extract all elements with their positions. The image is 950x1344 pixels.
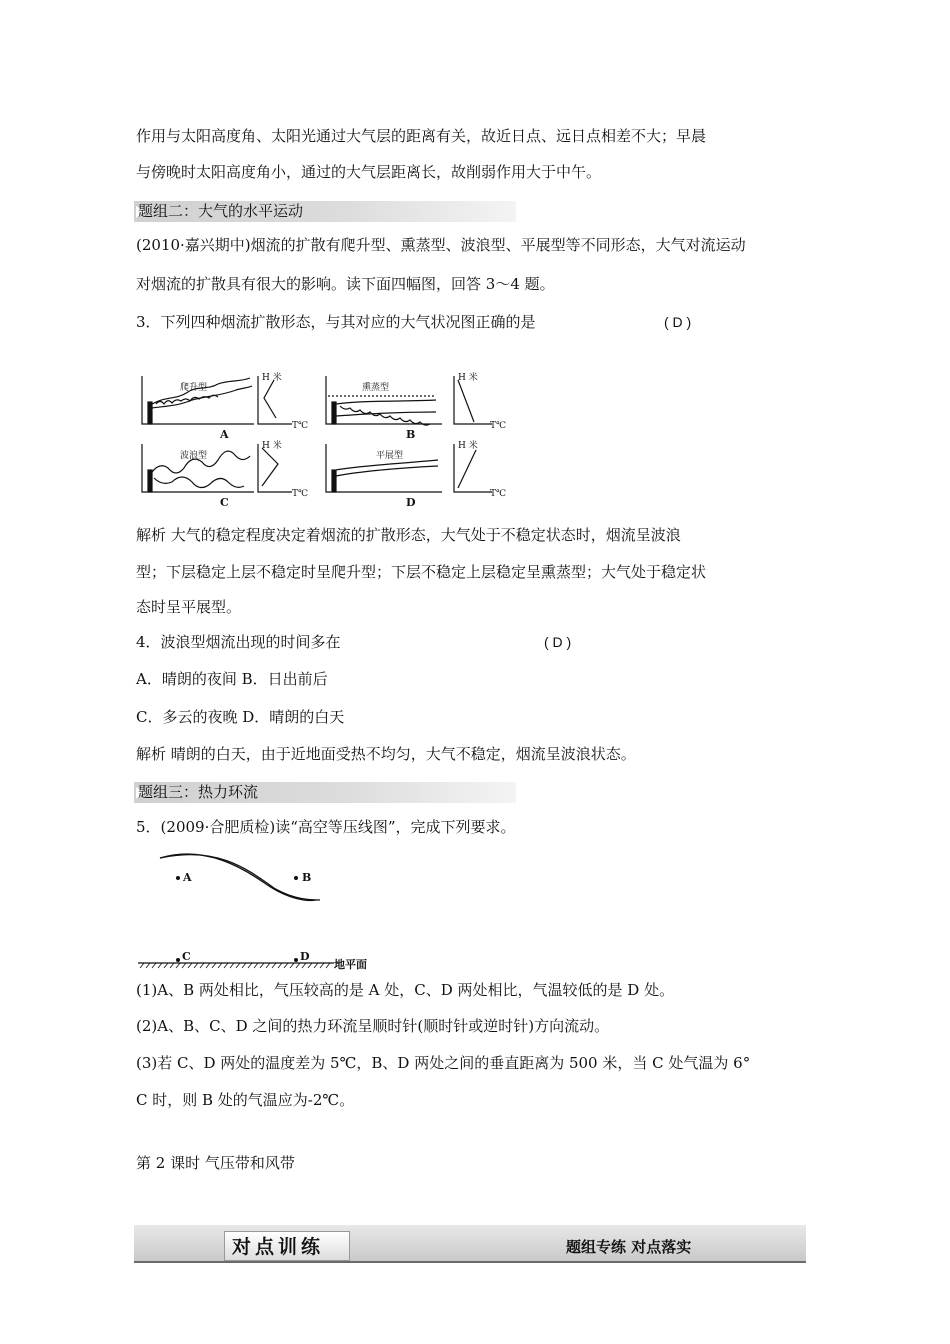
- answer-line: (1)A、B 两处相比，气压较高的是 A 处，C、D 两处相比，气温较低的是 D 处。: [136, 981, 675, 999]
- isobar-figure: [136, 850, 386, 974]
- axis-label: T℃: [490, 421, 507, 431]
- option-line: C．多云的夜晚 D．晴朗的白天: [136, 708, 345, 726]
- answer-line: (3)若 C、D 两处的温度差为 5℃，B、D 两处之间的垂直距离为 500 米，当 C 处气温为 6°: [136, 1054, 751, 1072]
- section-header-group3: [134, 782, 516, 803]
- smoke-label: 爬升型: [180, 383, 208, 393]
- smoke-label: 熏蒸型: [362, 383, 390, 393]
- axis-label: H 米: [458, 373, 478, 383]
- answer-line: C 时，则 B 处的气温应为-2℃。: [136, 1091, 355, 1109]
- axis-label: T℃: [292, 421, 309, 431]
- point-a-dot: [176, 876, 180, 880]
- panel-c: [142, 444, 292, 492]
- text-line: 与傍晚时太阳高度角小，通过的大气层距离长，故削弱作用大于中午。: [136, 163, 602, 181]
- footer-banner: [134, 1225, 806, 1265]
- answer-3: ( D ): [664, 314, 692, 330]
- panel-b: [326, 376, 492, 425]
- question-4: 4．波浪型烟流出现的时间多在: [136, 633, 341, 651]
- answer-4: ( D ): [544, 634, 572, 650]
- axis-label: H 米: [262, 441, 282, 451]
- smoke-label: 平展型: [376, 451, 404, 461]
- point-d-dot: [294, 958, 298, 962]
- panel-letter: B: [406, 428, 416, 441]
- footer-left-label: 对点训练: [232, 1236, 325, 1258]
- axis-label: H 米: [458, 441, 478, 451]
- intro-line: (2010·嘉兴期中)烟流的扩散有爬升型、熏蒸型、波浪型、平展型等不同形态，大气对流运动: [136, 236, 746, 254]
- analysis-line: 型；下层稳定上层不稳定时呈爬升型；下层不稳定上层稳定呈熏蒸型；大气处于稳定状: [136, 563, 707, 581]
- axis-label: T℃: [292, 489, 309, 499]
- axis-label: T℃: [490, 489, 507, 499]
- question-3: 3．下列四种烟流扩散形态，与其对应的大气状况图正确的是: [136, 313, 536, 331]
- panel-a: [142, 376, 292, 424]
- option-line: A．晴朗的夜间 B．日出前后: [136, 670, 328, 688]
- smoke-label: 波浪型: [180, 451, 208, 461]
- point-b-dot: [294, 876, 298, 880]
- panel-letter: C: [220, 496, 229, 508]
- axis-label: H 米: [262, 373, 282, 383]
- section-header-group2: [134, 201, 516, 222]
- section-title: 题组三：热力环流: [138, 783, 259, 801]
- analysis-line: 解析 晴朗的白天，由于近地面受热不均匀，大气不稳定，烟流呈波浪状态。: [136, 745, 636, 763]
- section-title: 题组二：大气的水平运动: [138, 202, 304, 220]
- panel-letter: A: [220, 428, 229, 441]
- answer-line: (2)A、B、C、D 之间的热力环流呈顺时针(顺时针或逆时针)方向流动。: [136, 1017, 610, 1035]
- intro-line: 对烟流的扩散具有很大的影响。读下面四幅图，回答 3～4 题。: [136, 275, 555, 293]
- lesson-title: 第 2 课时 气压带和风带: [136, 1154, 295, 1172]
- point-label: D: [300, 950, 310, 963]
- panel-letter: D: [406, 496, 416, 508]
- point-label: B: [302, 871, 312, 884]
- smoke-plume-figure: [136, 366, 516, 508]
- ground-label: 地平面: [334, 958, 367, 971]
- point-label: A: [183, 871, 192, 884]
- analysis-line: 解析 大气的稳定程度决定着烟流的扩散形态，大气处于不稳定状态时，烟流呈波浪: [136, 526, 681, 544]
- panel-d: [326, 444, 492, 492]
- point-label: C: [182, 950, 191, 963]
- text-line: 作用与太阳高度角、太阳光通过大气层的距离有关，故近日点、远日点相差不大；早晨: [136, 127, 707, 145]
- analysis-line: 态时呈平展型。: [136, 598, 242, 616]
- footer-right-label: 题组专练 对点落实: [566, 1238, 692, 1256]
- question-5: 5．(2009·合肥质检)读“高空等压线图”，完成下列要求。: [136, 818, 516, 836]
- point-c-dot: [176, 958, 180, 962]
